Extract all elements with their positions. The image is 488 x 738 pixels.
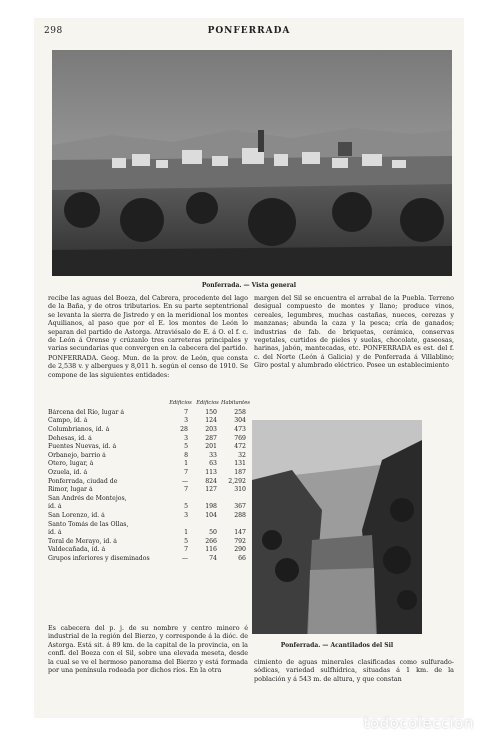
table-row [48, 537, 248, 546]
left-column-tail: Es cabecera del p. j. de su nombre y centro minero é industrial de la región del Bierzo, y corresponde á la dióc. de Astorga. Está sit. á 89 km. de la capital de la provincia, en la confl. del Boeza con el Sil, sobre una elevada meseta, desde la cual se ve el hermoso panorama del Bierzo y está formada por una península rodeada por dichos ríos. En la otra [48, 624, 248, 675]
table-row [48, 546, 248, 555]
cell-habitantes: 304 [234, 417, 246, 425]
table-row [48, 485, 248, 494]
cell-edificios-2: 50 [209, 529, 217, 537]
page-number: 298 [44, 26, 63, 36]
population-table [48, 400, 248, 563]
cell-edificios-2: 127 [205, 486, 217, 494]
cell-edificios-2: 287 [205, 434, 217, 442]
photo-general-view [52, 50, 452, 276]
cell-edificios-1: 1 [184, 529, 188, 537]
row-entity-name: San Andrés de Montejos, [48, 494, 127, 502]
cell-edificios-1: — [181, 554, 188, 562]
cell-habitantes: 2,292 [228, 477, 246, 485]
row-entity-name: Fuentes Nuevas, íd. á [48, 443, 117, 451]
running-title: PONFERRADA [207, 26, 291, 36]
table-row [48, 417, 248, 426]
left-column-intro: recibe las aguas del Boeza, del Cabrera, procedente del lago de la Baña, y de otros tributarios. En su parte septentrional se levanta la sierra de Jistredo y en la meridional los montes Aquilianos, al paso que por el E. los montes de León lo separan del partido de Astorga. Atraviésalo de E. á O. el f. c. de León á Orense y crúzanlo tres carreteras principales y varias secundarias que convergen en la cabecera del partido. [48, 294, 248, 353]
cell-edificios-1: — [181, 477, 188, 485]
cell-edificios-2: 113 [205, 468, 217, 476]
row-entity-name: Dehesas, íd. á [48, 434, 92, 442]
table-row [48, 494, 248, 503]
cell-edificios-2: 74 [209, 554, 217, 562]
table-row [48, 434, 248, 443]
cell-edificios-1: 3 [184, 417, 188, 425]
cell-habitantes: 792 [234, 537, 246, 545]
cell-habitantes: 769 [234, 434, 246, 442]
col-header-1: Edificios [169, 400, 192, 406]
table-row [48, 451, 248, 460]
table-header [48, 400, 248, 406]
figure-caption-1: Ponferrada. — Vista general [201, 282, 297, 289]
cell-edificios-1: 3 [184, 434, 188, 442]
table-row [48, 503, 248, 512]
page-header [34, 26, 464, 40]
cell-habitantes: 310 [234, 486, 246, 494]
row-entity-name: Rimor, lugar á [48, 486, 93, 494]
row-entity-name: Bárcena del Río, lugar á [48, 408, 125, 416]
cell-edificios-1: 8 [184, 451, 188, 459]
cell-edificios-1: 5 [184, 503, 188, 511]
figure-caption-2: Ponferrada. — Acantilados del Sil [280, 642, 394, 649]
cell-edificios-2: 63 [209, 460, 217, 468]
row-entity-name: Ponferrada, ciudad de [48, 477, 118, 485]
table-row [48, 468, 248, 477]
col-header-2: Edificios [196, 400, 219, 406]
cell-edificios-1: 7 [184, 468, 188, 476]
cell-edificios-1: 1 [184, 460, 188, 468]
cell-edificios-2: 201 [205, 443, 217, 451]
row-entity-name: San Lorenzo, íd. á [48, 511, 105, 519]
row-entity-name: íd. á [48, 529, 62, 537]
table-row [48, 520, 248, 529]
cell-edificios-2: 104 [205, 511, 217, 519]
col-header-3: Habitantes [221, 400, 250, 406]
photo-sil-cliffs [252, 420, 422, 634]
right-column-top: margen del Sil se encuentra el arrabal de la Puebla. Terreno desigual compuesto de montes y llano; produce vinos, cereales, legumbres, muchas castañas, nueces, cerezas y manzanas; abunda la caza y la pesca; cría de ganados; industrias de fab. de briquetas, cerámica, conservas vegetales, curtidos de pieles y suelas, chocolate, gaseosas, harinas, jabón, mantecadas, etc. PONFERRADA es est. del f. c. del Norte (León á Galicia) y de Ponferrada á Villablino; Giro postal y alumbrado eléctrico. Posee un establecimiento [254, 294, 454, 370]
cell-edificios-2: 203 [205, 425, 217, 433]
cell-edificios-2: 116 [205, 546, 217, 554]
row-entity-name: Toral de Merayo, íd. á [48, 537, 117, 545]
cell-edificios-1: 7 [184, 486, 188, 494]
row-entity-name: Grupos inferiores y diseminados [48, 554, 150, 562]
row-entity-name: íd. á [48, 503, 62, 511]
cell-habitantes: 258 [234, 408, 246, 416]
table-row [48, 442, 248, 451]
cell-edificios-1: 5 [184, 537, 188, 545]
cell-edificios-2: 150 [205, 408, 217, 416]
table-row [48, 528, 248, 537]
table-row [48, 408, 248, 417]
cell-edificios-1: 3 [184, 511, 188, 519]
row-entity-name: Santo Tomás de las Ollas, [48, 520, 129, 528]
entry-ponferrada: PONFERRADA. Geog. Mun. de la prov. de León, que consta de 2,538 v. y albergues y 8,011 h. según el censo de 1910. Se compone de las siguientes entidades: [48, 354, 248, 379]
cell-habitantes: 288 [234, 511, 246, 519]
row-entity-name: Orbanejo, barrio á [48, 451, 106, 459]
cell-habitantes: 367 [234, 503, 246, 511]
table-row [48, 425, 248, 434]
table-row [48, 460, 248, 469]
cell-edificios-1: 5 [184, 443, 188, 451]
watermark-logo: todocoleccion [363, 714, 474, 732]
cell-habitantes: 131 [234, 460, 246, 468]
cell-edificios-2: 266 [205, 537, 217, 545]
cell-habitantes: 66 [238, 554, 246, 562]
row-entity-name: Otero, lugar, á [48, 460, 94, 468]
cell-habitantes: 290 [234, 546, 246, 554]
cell-edificios-2: 33 [209, 451, 217, 459]
cell-habitantes: 187 [234, 468, 246, 476]
table-row [48, 477, 248, 486]
table-row [48, 511, 248, 520]
row-entity-name: Ozuela, íd. á [48, 468, 88, 476]
cell-edificios-2: 124 [205, 417, 217, 425]
cell-edificios-1: 7 [184, 408, 188, 416]
cell-habitantes: 473 [234, 425, 246, 433]
right-column-bottom: cimiento de aguas minerales clasificadas como sulfurado-sódicas, variedad sulfhídrica, situadas á 1 km. de la población y á 543 m. de altura, y que constan [254, 658, 454, 683]
row-entity-name: Valdecañada, íd. á [48, 546, 106, 554]
cell-habitantes: 32 [238, 451, 246, 459]
cell-edificios-2: 824 [205, 477, 217, 485]
row-entity-name: Campo, íd. á [48, 417, 88, 425]
cell-habitantes: 147 [234, 529, 246, 537]
cell-habitantes: 472 [234, 443, 246, 451]
row-entity-name: Columbrianos, íd. á [48, 425, 110, 433]
cell-edificios-2: 198 [205, 503, 217, 511]
document-page [34, 18, 464, 718]
cell-edificios-1: 28 [180, 425, 188, 433]
table-row [48, 554, 248, 563]
cell-edificios-1: 7 [184, 546, 188, 554]
